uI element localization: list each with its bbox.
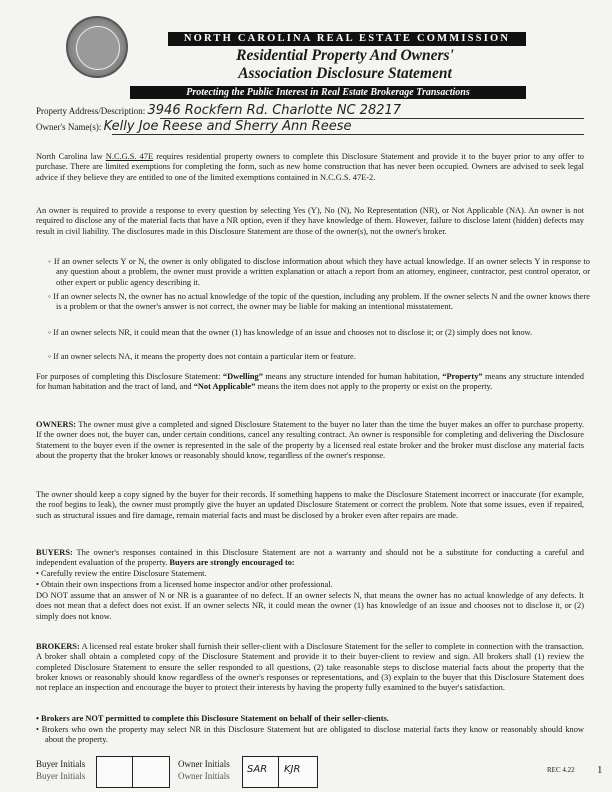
buyer-initials-label: Buyer Initials — [36, 759, 86, 769]
list-item: ◦ If an owner selects Y or N, the owner is only obligated to disclose information about which they have actual knowledge. If an owner selects Y in response to any question about a problem, the owner must provide a written explanation or attach a report from an attorney, engineer, contractor, pest control operator, or other expert or public agency describing it. — [48, 257, 590, 287]
property-address-row — [36, 103, 401, 118]
buyer-initials-box-1[interactable] — [96, 756, 134, 788]
form-title-line2: Association Disclosure Statement — [238, 65, 452, 82]
form-title-line1: Residential Property And Owners' — [236, 47, 454, 64]
form-code: REC 4.22 — [547, 766, 575, 774]
owner-underline — [112, 134, 584, 135]
page-number: 1 — [597, 764, 603, 776]
buyers-paragraph-1: BUYERS: The owner's responses contained in this Disclosure Statement are not a warranty and should not be a substitute for conducting a careful and independent evaluation of the property. Buyers are strongly encouraged to: — [36, 548, 584, 568]
buyers-bullet-2: • Obtain their own inspections from a licensed home inspector and/or other professional. — [36, 580, 333, 589]
property-address-value[interactable]: 3946 Rockfern Rd. Charlotte NC 28217 — [147, 103, 402, 118]
brokers-bullet-2: • Brokers who own the property may select NR in this Disclosure Statement but are obligated to disclose material facts they know or reasonably should know about the property. — [36, 725, 584, 745]
buyers-heading: BUYERS: — [36, 548, 73, 557]
list-item: ◦ If an owner selects NR, it could mean that the owner (1) has knowledge of an issue and chooses not to disclose it; or (2) simply does not know. — [48, 328, 533, 337]
definitions-paragraph: For purposes of completing this Disclosure Statement: “Dwelling” means any structure intended for human habitation, “Property” means any structure intended for human habitation and the tract of land, and “Not Applicable” means the item does not apply to the property or exist on the property. — [36, 372, 584, 392]
brokers-paragraph: BROKERS: A licensed real estate broker shall furnish their seller-client with a Disclosure Statement for the seller to complete in connection with the transaction. A broker shall obtain a completed copy of the Disclosure Statement and provide it to their buyer-client to review and sign. All brokers shall (1) review the completed Disclosure Statement to ensure the seller responded to all questions, (2) take reasonable steps to disclose material facts about the property that the broker knows or reasonably should know regardless of the owner's responses or representations, and (3) explain to the buyer that this Disclosure Statement does not replace an inspection and encourage the buyer to protect their interests by having the property fully examined to the buyer's satisfaction. — [36, 642, 584, 693]
owner-initial-1: SAR — [247, 764, 268, 775]
buyer-initials-box-2[interactable] — [132, 756, 170, 788]
subtitle-banner: Protecting the Public Interest in Real Estate Brokerage Transactions — [130, 86, 526, 99]
owner-name-row — [36, 119, 351, 134]
owner-name-value[interactable]: Kelly Joe Reese and Sherry Ann Reese — [103, 119, 352, 134]
owners-heading: OWNERS: — [36, 420, 77, 429]
buyer-initials-label-repeat: Buyer Initials — [36, 771, 86, 781]
commission-banner: NORTH CAROLINA REAL ESTATE COMMISSION — [168, 32, 526, 46]
owner-initial-2: KJR — [284, 764, 301, 775]
owner-initials-label: Owner Initials — [178, 759, 230, 769]
owners-paragraph-1: OWNERS: The owner must give a completed and signed Disclosure Statement to the buyer no later than the time the buyer makes an offer to purchase property. If the owner does not, the buyer can, under certain conditions, cancel any resulting contract. An owner is responsible for completing and delivering the Disclosure Statement to the buyer even if the owner is represented in the sale of the property by a licensed real estate broker and the broker must disclose any material facts about the property that the broker knows or reasonably should know, regardless of the owner's response. — [36, 420, 584, 460]
list-item: ◦ If an owner selects N, the owner has no actual knowledge of the topic of the question, including any problem. If the owner selects N and the owner knows there is a problem or that the owner's answer is not correct, the owner may be liable for making an intentional misstatement. — [48, 292, 590, 312]
owner-name-label: Owner's Name(s): — [36, 122, 102, 132]
statute-link[interactable]: N.C.G.S. 47E — [105, 152, 154, 161]
owners-paragraph-2: The owner should keep a copy signed by the buyer for their records. If something happens to make the Disclosure Statement incorrect or inaccurate (for example, the roof begins to leak), the owner must promptly give the buyer an updated Disclosure Statement or correct the problem. Note that some issues, even if repaired, such as structural issues and fire damage, remain material facts and must be disclosed by a broker even after repairs are made. — [36, 490, 584, 520]
property-address-label: Property Address/Description: — [36, 106, 146, 116]
brokers-heading: BROKERS: — [36, 642, 80, 651]
buyers-paragraph-2: DO NOT assume that an answer of N or NR is a guarantee of no defect. If an owner selects N, that means the owner has no actual knowledge of any defects. It does not mean that a defect does not exist. If an owner selects NR, it could mean the owner (1) has knowledge of an issue and chooses not to disclose it, or (2) simply does not know. — [36, 591, 584, 621]
intro-paragraph-1: North Carolina law N.C.G.S. 47E requires residential property owners to complete this Disclosure Statement and provide it to the buyer prior to any offer to purchase. There are limited exemptions for completing the form, such as new home construction that has never been occupied. Owners are advised to seek legal advice if they believe they are entitled to one of the limited exemptions contained in N.C.G.S. 47E-2. — [36, 152, 584, 182]
buyers-bullet-1: • Carefully review the entire Disclosure Statement. — [36, 569, 207, 578]
intro-paragraph-2: An owner is required to provide a response to every question by selecting Yes (Y), No (N), No Representation (NR), or Not Applicable (NA). An owner is not required to disclose any of the material facts that have a NR option, even if they have knowledge of them. However, failure to disclose latent (hidden) defects may result in civil liability. The disclosures made in this Disclosure Statement are those of the owner(s), not the owner's broker. — [36, 206, 584, 236]
list-item: ◦ If an owner selects NA, it means the property does not contain a particular item or feature. — [48, 352, 356, 361]
nc-commission-seal-icon — [66, 16, 128, 78]
owner-initials-label-repeat: Owner Initials — [178, 771, 230, 781]
brokers-bullet-1: • Brokers are NOT permitted to complete this Disclosure Statement on behalf of their seller-clients. — [36, 714, 389, 723]
